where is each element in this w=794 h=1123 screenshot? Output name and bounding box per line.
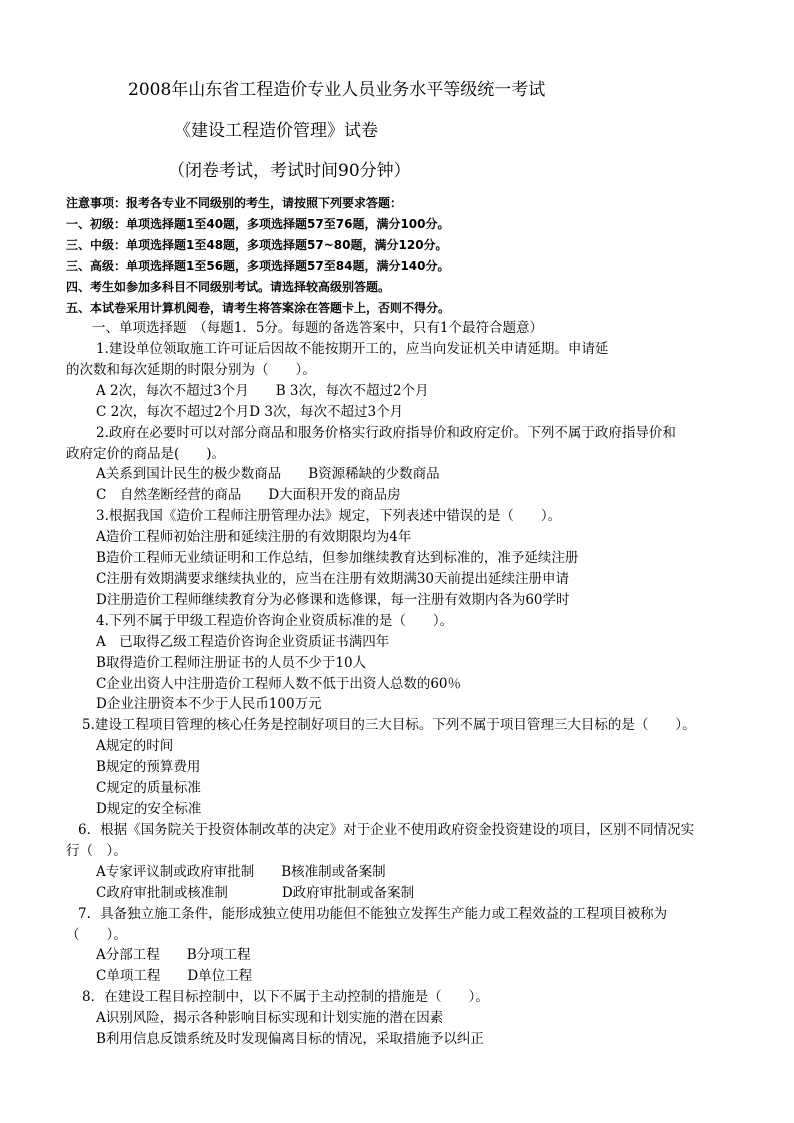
question-stem: 6．根据《国务院关于投资体制改革的决定》对于企业不使用政府资金投资建设的项目，区别不同情况实 xyxy=(78,822,695,838)
notice-line-2: 三、中级：单项选择题1至48题，多项选择题57~80题，满分120分。 xyxy=(66,238,448,252)
question-option-b: B造价工程师无业绩证明和工作总结，但参加继续教育达到标准的，准予延续注册 xyxy=(96,550,579,566)
question-stem-cont: 政府定价的商品是( )。 xyxy=(66,446,226,462)
question-option-a: A 已取得乙级工程造价咨询企业资质证书满四年 xyxy=(96,634,390,650)
question-option-d: D企业注册资本不少于人民币100万元 xyxy=(96,696,322,712)
exam-duration: （闭卷考试，考试时间90分钟） xyxy=(168,161,411,181)
question-stem: 3.根据我国《造价工程师注册管理办法》规定，下列表述中错误的是（ ）。 xyxy=(96,508,562,524)
question-options-ab: A专家评议制或政府审批制 B核准制或备案制 xyxy=(96,864,386,880)
question-option-c: C规定的质量标准 xyxy=(96,780,201,796)
question-options-ab: A关系到国计民生的极少数商品 B资源稀缺的少数商品 xyxy=(96,466,440,482)
question-option-b: B利用信息反馈系统及时发现偏离目标的情况，采取措施予以纠正 xyxy=(96,1031,484,1047)
question-stem-cont: 的次数和每次延期的时限分别为（ ）。 xyxy=(66,362,316,378)
question-options-cd: C 自然垄断经营的商品 D大面积开发的商品房 xyxy=(96,487,401,503)
question-option-b: B规定的预算费用 xyxy=(96,759,201,775)
question-stem: 5.建设工程项目管理的核心任务是控制好项目的三大目标。下列不属于项目管理三大目标的是（ ）。 xyxy=(82,717,696,733)
notice-heading: 注意事项：报考各专业不同级别的考生，请按照下列要求答题： xyxy=(66,196,403,210)
question-options-cd: C政府审批制或核准制 D政府审批制或备案制 xyxy=(96,885,415,901)
notice-line-5: 五、本试卷采用计算机阅卷，请考生将答案涂在答题卡上，否则不得分。 xyxy=(66,301,451,315)
question-options-cd: C 2次，每次不超过2个月D 3次，每次不超过3个月 xyxy=(96,404,404,420)
question-option-c: C注册有效期满要求继续执业的，应当在注册有效期满30天前提出延续注册申请 xyxy=(96,571,570,587)
notice-line-3: 三、高级：单项选择题1至56题，多项选择题57至84题，满分140分。 xyxy=(66,259,450,273)
exam-title: 2008年山东省工程造价专业人员业务水平等级统一考试 xyxy=(128,80,546,100)
question-option-d: D注册造价工程师继续教育分为必修课和选修课，每一注册有效期内各为60学时 xyxy=(96,592,570,608)
question-stem: 2.政府在必要时可以对部分商品和服务价格实行政府指导价和政府定价。下列不属于政府指导价和 xyxy=(96,425,676,441)
question-option-a: A识别风险，揭示各种影响目标实现和计划实施的潜在因素 xyxy=(96,1010,444,1026)
question-stem-cont: （ ）。 xyxy=(66,927,127,943)
question-stem: 7．具备独立施工条件，能形成独立使用功能但不能独立发挥生产能力或工程效益的工程项目被称为 xyxy=(78,906,668,922)
question-stem: 8．在建设工程目标控制中，以下不属于主动控制的措施是（ ）。 xyxy=(82,989,489,1005)
question-option-a: A规定的时间 xyxy=(96,738,174,754)
section-heading: 一、单项选择题 （每题1．5分。每题的备选答案中，只有1个最符合题意） xyxy=(92,320,544,336)
question-stem: 4.下列不属于甲级工程造价咨询企业资质标准的是（ ）。 xyxy=(96,613,454,629)
question-option-c: C企业出资人中注册造价工程师人数不低于出资人总数的60％ xyxy=(96,676,462,692)
question-options-cd: C单项工程 D单位工程 xyxy=(96,968,253,984)
question-option-b: B取得造价工程师注册证书的人员不少于10人 xyxy=(96,655,367,671)
question-options-ab: A 2次，每次不超过3个月 B 3次，每次不超过2个月 xyxy=(96,383,429,399)
question-option-d: D规定的安全标准 xyxy=(96,801,202,817)
question-stem-cont: 行（ ）。 xyxy=(66,843,127,859)
question-options-ab: A分部工程 B分项工程 xyxy=(96,947,251,963)
notice-line-4: 四、考生如参加多科目不同级别考试。请选择较高级别答题。 xyxy=(66,280,391,294)
question-option-a: A造价工程师初始注册和延续注册的有效期限均为4年 xyxy=(96,529,412,545)
question-stem: 1.建设单位领取施工许可证后因故不能按期开工的，应当向发证机关申请延期。申请延 xyxy=(96,341,609,357)
notice-line-1: 一、初级：单项选择题1至40题，多项选择题57至76题，满分100分。 xyxy=(66,217,450,231)
exam-subtitle: 《建设工程造价管理》试卷 xyxy=(174,121,378,141)
